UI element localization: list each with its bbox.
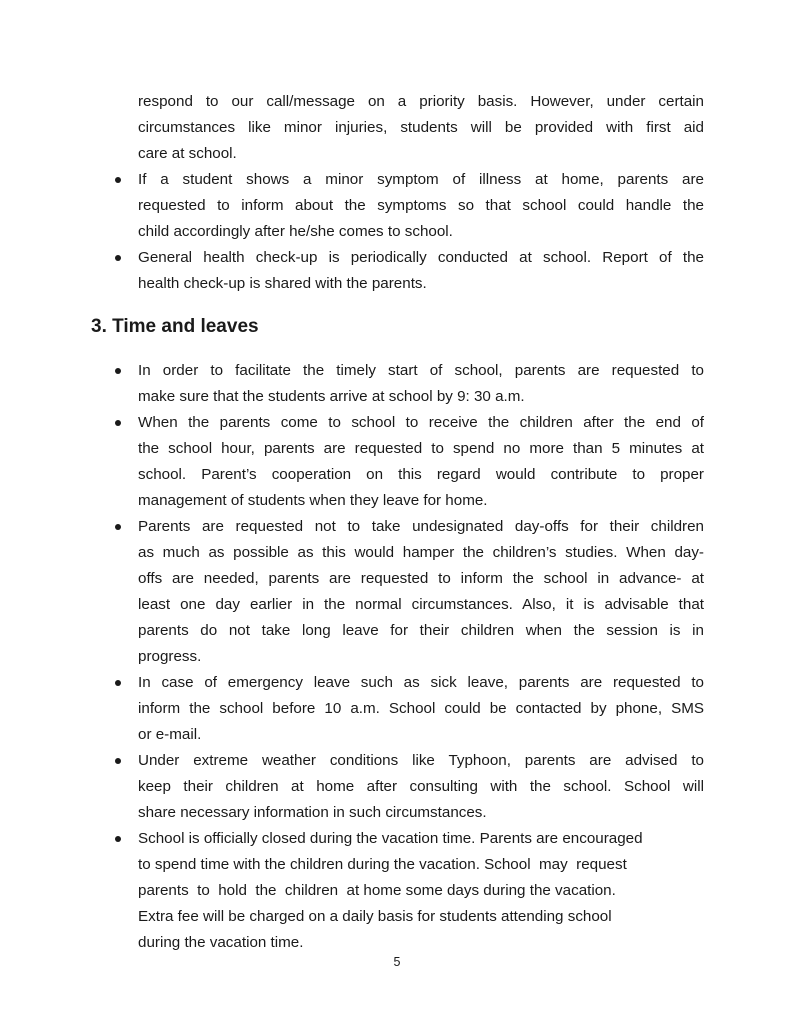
text-line: If a student shows a minor symptom of illness at home, parents are: [138, 171, 704, 188]
text-line: management of students when they leave for home.: [138, 492, 488, 509]
text-line: In case of emergency leave such as sick leave, parents are requested to: [138, 674, 704, 691]
bullet-icon: [115, 255, 121, 261]
bullet-icon: [115, 524, 121, 530]
text-line: to spend time with the children during the vacation. School may request: [138, 856, 627, 873]
text-line: as much as possible as this would hamper the children’s studies. When day-: [138, 544, 704, 561]
text-line: progress.: [138, 648, 202, 665]
text-line: child accordingly after he/she comes to school.: [138, 223, 453, 240]
bullet-icon: [115, 420, 121, 426]
page-number: 5: [393, 955, 401, 969]
text-line: least one day earlier in the normal circumstances. Also, it is advisable that: [138, 596, 704, 613]
text-line: requested to inform about the symptoms so that school could handle the: [138, 197, 704, 214]
bullet-icon: [115, 758, 121, 764]
text-line: or e-mail.: [138, 726, 202, 743]
text-line: school. Parent’s cooperation on this regard would contribute to proper: [138, 466, 704, 483]
text-line: In order to facilitate the timely start of school, parents are requested to: [138, 362, 704, 379]
text-line: General health check-up is periodically conducted at school. Report of the: [138, 249, 704, 266]
text-line: health check-up is shared with the parents.: [138, 275, 427, 292]
text-line: inform the school before 10 a.m. School could be contacted by phone, SMS: [138, 700, 704, 717]
text-line: parents do not take long leave for their children when the session is in: [138, 622, 704, 639]
bullet-icon: [115, 368, 121, 374]
text-line: care at school.: [138, 145, 237, 162]
bullet-icon: [115, 177, 121, 183]
text-line: make sure that the students arrive at school by 9: 30 a.m.: [138, 388, 525, 405]
text-line: parents to hold the children at home some days during the vacation.: [138, 882, 616, 899]
bullet-icon: [115, 680, 121, 686]
text-line: Under extreme weather conditions like Typhoon, parents are advised to: [138, 752, 704, 769]
text-line: School is officially closed during the vacation time. Parents are encouraged: [138, 830, 643, 847]
text-line: Parents are requested not to take undesignated day-offs for their children: [138, 518, 704, 535]
text-line: the school hour, parents are requested to spend no more than 5 minutes at: [138, 440, 704, 457]
text-line: share necessary information in such circumstances.: [138, 804, 487, 821]
text-line: When the parents come to school to receive the children after the end of: [138, 414, 704, 431]
text-line: keep their children at home after consulting with the school. School will: [138, 778, 704, 795]
bullet-icon: [115, 836, 121, 842]
text-line: offs are needed, parents are requested to inform the school in advance- at: [138, 570, 704, 587]
text-line: Extra fee will be charged on a daily basis for students attending school: [138, 908, 612, 925]
text-line: respond to our call/message on a priority basis. However, under certain: [138, 93, 704, 110]
text-line: during the vacation time.: [138, 934, 304, 951]
section-heading: 3. Time and leaves: [91, 316, 259, 337]
text-line: circumstances like minor injuries, students will be provided with first aid: [138, 119, 704, 136]
